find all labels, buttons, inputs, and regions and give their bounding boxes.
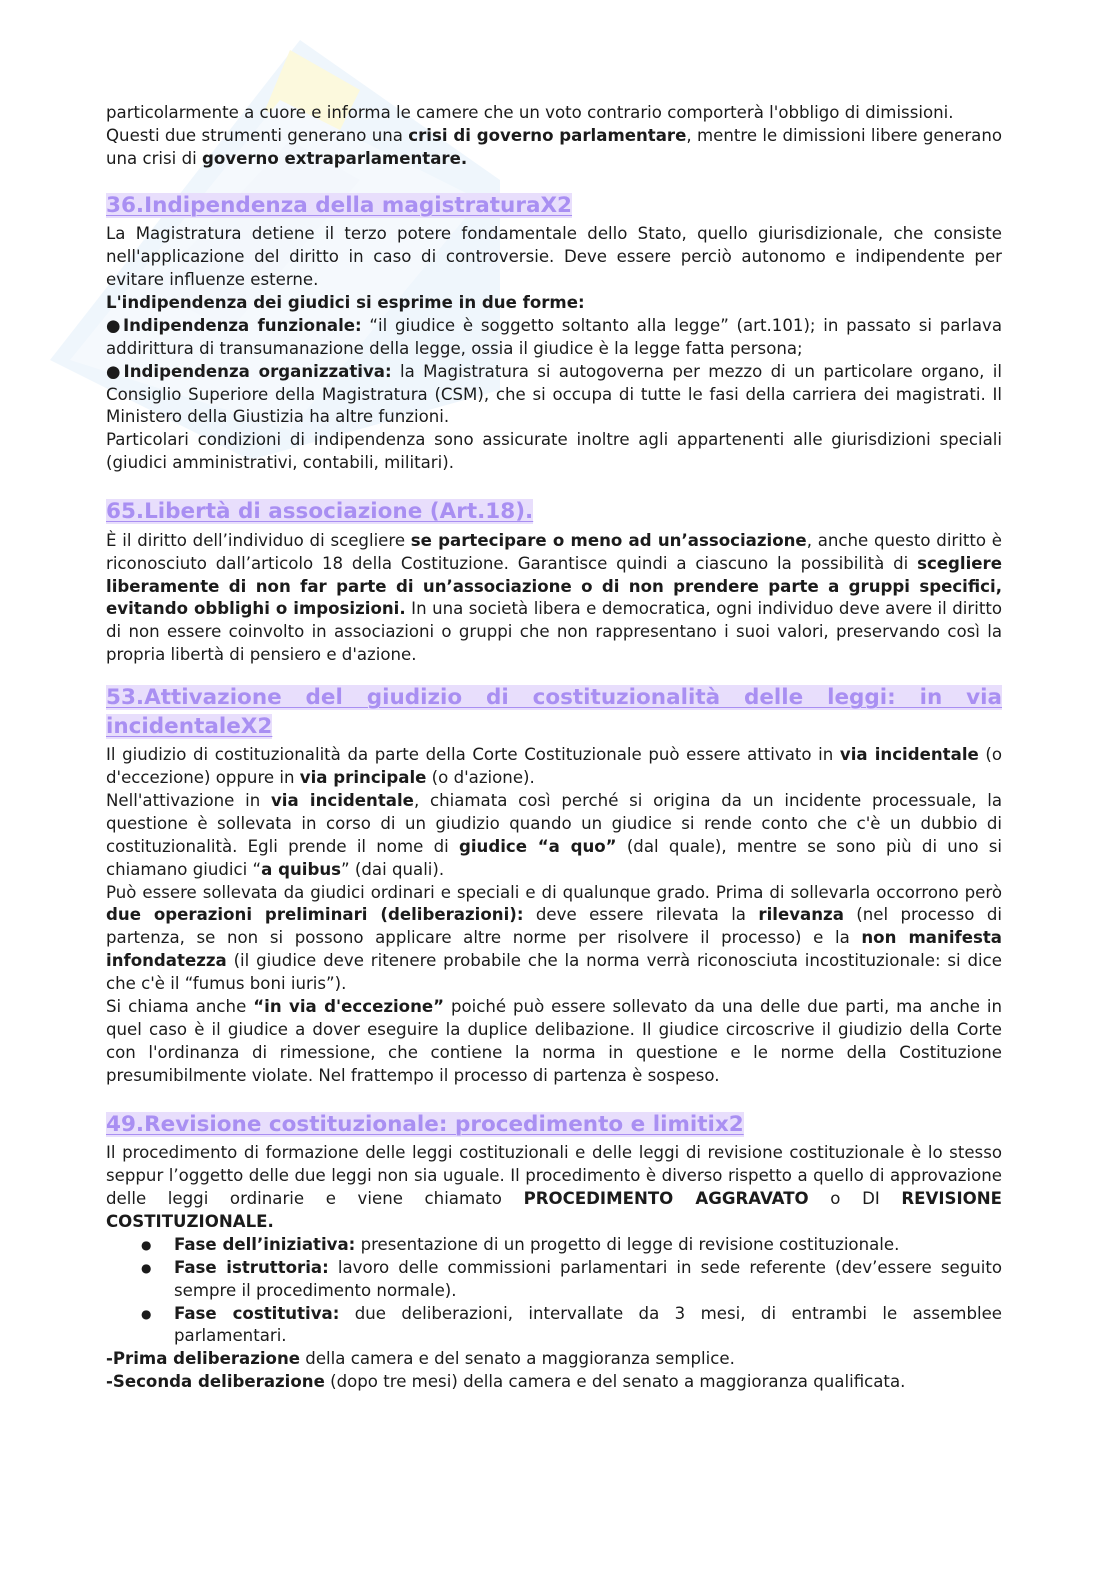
section-heading-36: 36.Indipendenza della magistraturaX2	[106, 192, 573, 218]
bullet-item: ●Indipendenza organizzativa: la Magistratura si autogoverna per mezzo di un particolare organo, il Consiglio Superiore della Magistratura (CSM), che si occupa di tutte le fasi della carriera dei magistrati. Il Ministero della Giustizia ha altre funzioni.	[106, 361, 1002, 427]
section-heading-53: 53.Attivazione del giudizio di costituzionalità delle leggi: in via incidentaleX2	[106, 685, 1002, 739]
paragraph: Può essere sollevata da giudici ordinari e speciali e di qualunque grado. Prima di sollevarla occorrono però due operazioni preliminari (deliberazioni): deve essere rilevata la rilevanza (nel processo di partenza, se non si possono applicare altre norme per risolvere il processo) e la non manifesta infondatezza (il giudice deve ritenere probabile che la norma verrà riconosciuta incostituzionale: si dice che c'è il “fumus boni iuris”).	[106, 882, 1002, 994]
paragraph: Nell'attivazione in via incidentale, chiamata così perché si origina da un incidente processuale, la questione è sollevata in corso di un giudizio quando un giudice si rende conto che c'è un dubbio di costituzionalità. Egli prende il nome di giudice “a quo” (dal quale), mentre se sono più di uno si chiamano giudici “a quibus” (dai quali).	[106, 790, 1003, 879]
paragraph: Questi due strumenti generano una crisi di governo parlamentare, mentre le dimissioni libere generano una crisi di governo extraparlamentare.	[106, 125, 1002, 168]
paragraph: L'indipendenza dei giudici si esprime in due forme:	[106, 292, 585, 312]
page-content	[106, 102, 1002, 1394]
paragraph: Il giudizio di costituzionalità da parte della Corte Costituzionale può essere attivato in via incidentale (o d'eccezione) oppure in via principale (o d'azione).	[106, 745, 1002, 788]
section-heading-49: 49.Revisione costituzionale: procedimento e limitix2	[106, 1111, 744, 1137]
bullet-item: ●Indipendenza funzionale: “il giudice è soggetto soltanto alla legge” (art.101); in passato si parlava addirittura di transumanazione della legge, ossia il giudice è la legge fatta persona;	[106, 315, 1002, 358]
paragraph: -Seconda deliberazione (dopo tre mesi) della camera e del senato a maggioranza qualificata.	[106, 1372, 906, 1392]
section-heading-65: 65.Libertà di associazione (Art.18).	[106, 499, 534, 525]
paragraph: È il diritto dell’individuo di scegliere se partecipare o meno ad un’associazione, anche questo diritto è riconosciuto dall’articolo 18 della Costituzione. Garantisce quindi a ciascuno la possibilità di scegliere liberamente di non far parte di un’associazione o di non prendere parte a gruppi specifici, evitando obblighi o imposizioni. In una società libera e democratica, ogni individuo deve avere il diritto di non essere coinvolto in associazioni o gruppi che non rappresentano i suoi valori, preservando così la propria libertà di pensiero e d'azione.	[106, 530, 1003, 665]
list-item: ● Fase dell’iniziativa: presentazione di un progetto di legge di revisione costituzionale.	[174, 1234, 1002, 1257]
paragraph: particolarmente a cuore e informa le camere che un voto contrario comporterà l'obbligo di dimissioni.	[106, 103, 954, 122]
list-item: ● Fase istruttoria: lavoro delle commissioni parlamentari in sede referente (dev’essere seguito sempre il procedimento normale).	[174, 1257, 1002, 1303]
bullet-list	[106, 1234, 1002, 1349]
paragraph: -Prima deliberazione della camera e del senato a maggioranza semplice.	[106, 1349, 735, 1369]
paragraph: Particolari condizioni di indipendenza sono assicurate inoltre agli appartenenti alle giurisdizioni speciali (giudici amministrativi, contabili, militari).	[106, 430, 1002, 473]
list-item: ● Fase costitutiva: due deliberazioni, intervallate da 3 mesi, di entrambi le assemblee parlamentari.	[174, 1303, 1002, 1349]
paragraph: Si chiama anche “in via d'eccezione” poiché può essere sollevato da una delle due parti, ma anche in quel caso è il giudice a dover eseguire la duplice delibazione. Il giudice circoscrive il giudizio della Corte con l'ordinanza di rimessione, che contiene la norma in questione e le norme della Costituzione presumibilmente violate. Nel frattempo il processo di partenza è sospeso.	[106, 997, 1002, 1085]
paragraph: Il procedimento di formazione delle leggi costituzionali e delle leggi di revisione costituzionale è lo stesso seppur l’oggetto delle due leggi non sia uguale. Il procedimento è diverso rispetto a quello di approvazione delle leggi ordinarie e viene chiamato PROCEDIMENTO AGGRAVATO o DI REVISIONE COSTITUZIONALE.	[106, 1143, 1002, 1231]
paragraph: La Magistratura detiene il terzo potere fondamentale dello Stato, quello giurisdizionale, che consiste nell'applicazione del diritto in caso di controversie. Deve essere perciò autonomo e indipendente per evitare influenze esterne.	[106, 224, 1002, 290]
